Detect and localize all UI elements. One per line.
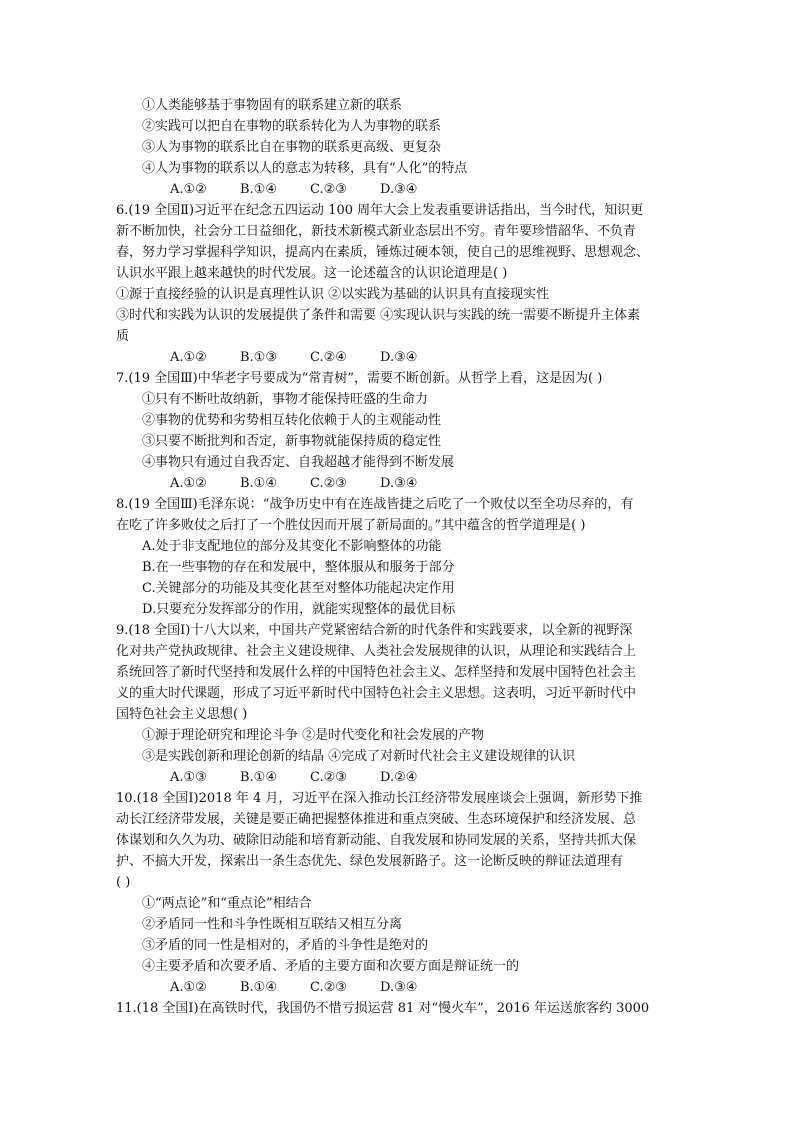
- q6-options-line-3: 质: [116, 329, 130, 344]
- q6-choices: [170, 348, 450, 369]
- q9-stem-line-4: 义的重大时代课题，形成了习近平新时代中国特色社会主义思想。这表明，习近平新时代中: [116, 686, 637, 701]
- q8-stem-line-2: 在吃了许多败仗之后打了一个胜仗因而开展了新局面的。”其中蕴含的哲学道理是( ): [116, 518, 586, 533]
- q6-choice-b: B.①③: [240, 350, 277, 365]
- q7-option-3: ③只要不断批判和否定，新事物就能保持质的稳定性: [142, 434, 442, 449]
- q8-stem-line-1: 8.(19 全国Ⅲ)毛泽东说：“战争历史中有在连战皆捷之后吃了一个败仗以至全功尽弃的，有: [116, 497, 634, 512]
- q7-option-2: ②事物的优势和劣势相互转化依赖于人的主观能动性: [142, 413, 442, 428]
- q9-choices: [170, 768, 450, 789]
- q5-option-4: ④人为事物的联系以人的意志为转移，具有“人化”的特点: [142, 161, 468, 176]
- q7-option-4: ④事物只有通过自我否定、自我超越才能得到不断发展: [142, 455, 455, 470]
- q5-option-1: ①人类能够基于事物固有的联系建立新的联系: [142, 98, 403, 113]
- q9-options-line-1: ①源于理论研究和理论斗争 ②是时代变化和社会发展的产物: [142, 728, 485, 743]
- q6-choice-d: D.③④: [380, 350, 418, 365]
- q10-option-1: ①“两点论”和“重点论”相结合: [142, 896, 312, 911]
- q7-choice-d: D.③④: [380, 476, 418, 491]
- q10-stem-line-4: 护、不搞大开发，探索出一条生态优先、绿色发展新路子。这一论断反映的辩证法道理有: [116, 854, 624, 869]
- q5-choice-b: B.①④: [240, 182, 277, 197]
- q8-option-a: A.处于非支配地位的部分及其变化不影响整体的功能: [142, 539, 442, 554]
- q7-choices: [170, 474, 450, 495]
- q5-option-3: ③人为事物的联系比自在事物的联系更高级、更复杂: [142, 140, 442, 155]
- q9-choice-a: A.①③: [170, 770, 207, 785]
- q6-stem-line-4: 认识水平跟上越来越快的时代发展。这一论述蕴含的认识论道理是( ): [116, 266, 508, 281]
- q5-choice-d: D.③④: [380, 182, 418, 197]
- q6-options-line-2: ③时代和实践为认识的发展提供了条件和需要 ④实现认识与实践的统一需要不断提升主体素: [116, 308, 641, 323]
- q7-option-1: ①只有不断吐故纳新，事物才能保持旺盛的生命力: [142, 392, 429, 407]
- q5-option-2: ②实践可以把自在事物的联系转化为人为事物的联系: [142, 119, 442, 134]
- q9-choice-d: D.②④: [380, 770, 418, 785]
- q10-option-4: ④主要矛盾和次要矛盾、矛盾的主要方面和次要方面是辩证统一的: [142, 959, 520, 974]
- q10-choices: [170, 978, 450, 999]
- q6-stem-line-2: 新不断加快，社会分工日益细化，新技术新模式新业态层出不穷。青年要珍惜韶华、不负青: [116, 224, 637, 239]
- q6-stem-line-3: 春，努力学习掌握科学知识，提高内在素质，锤炼过硬本领，使自己的思维视野、思想观念、: [116, 245, 650, 260]
- q10-choice-a: A.①②: [170, 980, 207, 995]
- q8-option-b: B.在一些事物的存在和发展中，整体服从和服务于部分: [142, 560, 455, 575]
- q8-option-d: D.只要充分发挥部分的作用，就能实现整体的最优目标: [142, 602, 456, 617]
- q6-stem-line-1: 6.(19 全国Ⅱ)习近平在纪念五四运动 100 周年大会上发表重要讲话指出，当今时代，知识更: [116, 203, 644, 218]
- q10-option-3: ③矛盾的同一性是相对的，矛盾的斗争性是绝对的: [142, 938, 429, 953]
- q10-stem-line-1: 10.(18 全国Ⅰ)2018 年 4 月，习近平在深入推动长江经济带发展座谈会上强调，新形势下推: [116, 791, 643, 806]
- q11-stem-line-1: 11.(18 全国Ⅰ)在高铁时代，我国仍不惜亏损运营 81 对“慢火车”，2016 年运送旅客约 3000: [116, 1001, 650, 1016]
- q9-choice-b: B.①④: [240, 770, 277, 785]
- q6-choice-a: A.①②: [170, 350, 207, 365]
- q10-choice-c: C.②③: [310, 980, 347, 995]
- q9-stem-line-1: 9.(18 全国Ⅰ)十八大以来，中国共产党紧密结合新的时代条件和实践要求，以全新的视野深: [116, 623, 633, 638]
- q9-stem-line-3: 系统回答了新时代坚持和发展什么样的中国特色社会主义、怎样坚持和发展中国特色社会主: [116, 665, 637, 680]
- q5-choice-c: C.②③: [310, 182, 347, 197]
- q10-option-2: ②矛盾同一性和斗争性既相互联结又相互分离: [142, 917, 403, 932]
- q7-choice-b: B.①④: [240, 476, 277, 491]
- q10-choice-b: B.①④: [240, 980, 277, 995]
- q10-stem-line-3: 体谋划和久久为功、破除旧动能和培育新动能、自我发展和协同发展的关系，坚持共抓大保: [116, 833, 637, 848]
- q6-choice-c: C.②④: [310, 350, 347, 365]
- q9-options-line-2: ③是实践创新和理论创新的结晶 ④完成了对新时代社会主义建设规律的认识: [142, 749, 576, 764]
- q9-stem-line-5: 国特色社会主义思想( ): [116, 707, 248, 722]
- q7-choice-a: A.①②: [170, 476, 207, 491]
- q7-stem: 7.(19 全国Ⅲ)中华老字号要成为“常青树”，需要不断创新。从哲学上看，这是因为( ): [116, 371, 603, 386]
- q5-choice-a: A.①②: [170, 182, 207, 197]
- q10-stem-line-5: ( ): [116, 875, 131, 890]
- q10-stem-line-2: 动长江经济带发展，关键是要正确把握整体推进和重点突破、生态环境保护和经济发展、总: [116, 812, 637, 827]
- q9-choice-c: C.②③: [310, 770, 347, 785]
- q8-option-c: C.关键部分的功能及其变化甚至对整体功能起决定作用: [142, 581, 455, 596]
- q5-choices: [170, 180, 450, 201]
- q10-choice-d: D.③④: [380, 980, 418, 995]
- q7-choice-c: C.②③: [310, 476, 347, 491]
- q9-stem-line-2: 化对共产党执政规律、社会主义建设规律、人类社会发展规律的认识，从理论和实践结合上: [116, 644, 637, 659]
- q6-options-line-1: ①源于直接经验的认识是真理性认识 ②以实践为基础的认识具有直接现实性: [116, 287, 550, 302]
